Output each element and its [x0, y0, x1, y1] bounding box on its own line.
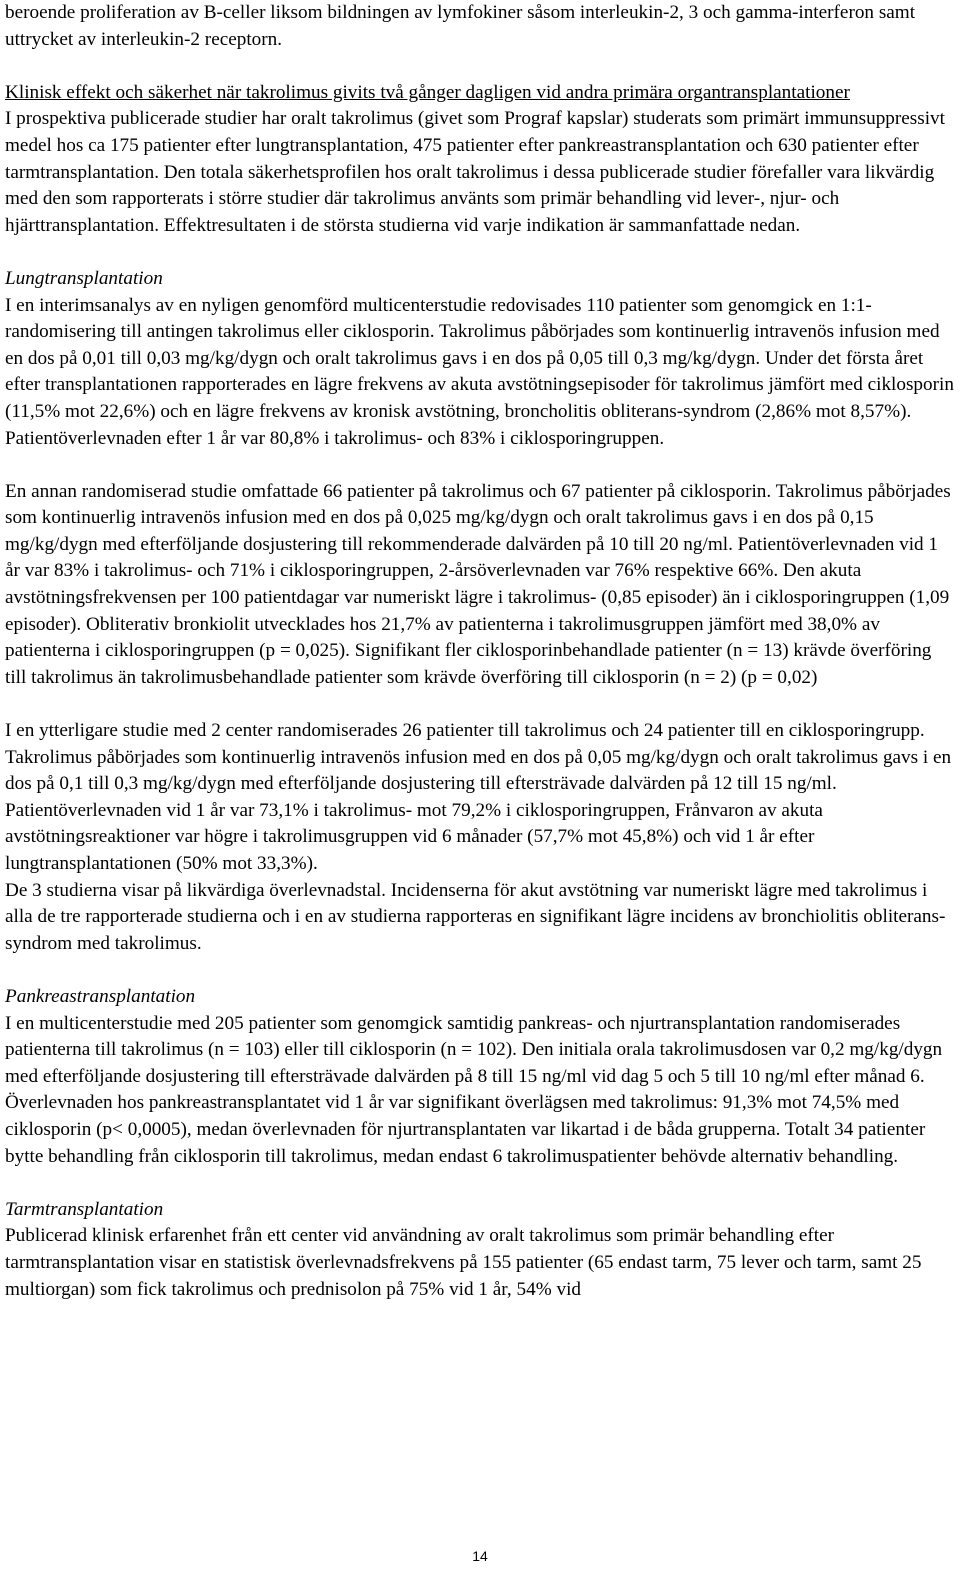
- intestine-section-title: Tarmtransplantation: [5, 1198, 164, 1220]
- lung-paragraph-3: I en ytterligare studie med 2 center randomiserades 26 patienter till takrolimus och 24 patienter till en ciklosporingrupp. Takrolimus påbörjades som kontinuerlig intravenös infusion med en dos på 0,05 mg/kg/dygn och oralt takrolimus gavs i en dos på 0,1 till 0,3 mg/kg/dygn med efterföljande dosjustering till eftersträvade dalvärden på 12 till 15 ng/ml. Patientöverlevnaden vid 1 år var 73,1% i takrolimus- mot 79,2% i ciklosporingruppen, Frånvaron av akuta avstötningsreaktioner var högre i takrolimusgruppen vid 6 månader (57,7% mot 45,8%) och vid 1 år efter lungtransplantationen (50% mot 33,3%).: [5, 720, 952, 874]
- lung-paragraph-1: I en interimsanalys av en nyligen genomförd multicenterstudie redovisades 110 patienter som genomgick en 1:1-randomisering till antingen takrolimus eller ciklosporin. Takrolimus påbörjades som kontinuerlig intravenös infusion med en dos på 0,01 till 0,03 mg/kg/dygn och oralt takrolimus gavs i en dos på 0,05 till 0,3 mg/kg/dygn. Under det första året efter transplantationen rapporterades en lägre frekvens av akuta avstötningsepisoder för takrolimus jämfört med ciklosporin (11,5% mot 22,6%) och en lägre frekvens av kronisk avstötning, broncholitis obliterans-syndrom (2,86% mot 8,57%). Patientöverlevnaden efter 1 år var 80,8% i takrolimus- och 83% i ciklosporingruppen.: [5, 294, 954, 449]
- lung-section-title: Lungtransplantation: [5, 267, 163, 289]
- clinical-heading: Klinisk effekt och säkerhet när takrolimus givits två gånger dagligen vid andra primära organtransplantationer: [5, 81, 850, 103]
- pancreas-section-title: Pankreastransplantation: [5, 985, 196, 1007]
- lung-paragraph-4: De 3 studierna visar på likvärdiga överlevnadstal. Incidenserna för akut avstötning var numeriskt lägre med takrolimus i alla de tre rapporterade studierna och i en av studierna rapporteras en signifikant lägre incidens av bronchiolitis obliterans-syndrom med takrolimus.: [5, 879, 946, 954]
- clinical-text: I prospektiva publicerade studier har oralt takrolimus (givet som Prograf kapslar) studerats som primärt immunsuppressivt medel hos ca 175 patienter efter lungtransplantation, 475 patienter efter pankreastransplantation och 630 patienter efter tarmtransplantation. Den totala säkerhetsprofilen hos oralt takrolimus i dessa publicerade studier förefaller vara likvärdig med den som rapporterats i större studier där takrolimus använts som primär behandling vid lever-, njur- och hjärttransplantation. Effektresultaten i de största studierna vid varje indikation är sammanfattade nedan.: [5, 108, 945, 236]
- document-page: [5, 0, 955, 1303]
- lung-paragraph-2: En annan randomiserad studie omfattade 66 patienter på takrolimus och 67 patienter på ciklosporin. Takrolimus påbörjades som kontinuerlig intravenös infusion med en dos på 0,025 mg/kg/dygn och oralt takrolimus gavs i en dos på 0,15 mg/kg/dygn med efterföljande dosjustering till rekommenderade dalvärden på 10 till 20 ng/ml. Patientöverlevnaden vid 1 år var 83% i takrolimus- och 71% i ciklosporingruppen, 2-årsöverlevnaden var 76% respektive 66%. Den akuta avstötningsfrekvensen per 100 patientdagar var numeriskt lägre i takrolimus- (0,85 episoder) än i ciklosporingruppen (1,09 episoder). Obliterativ bronkiolit utvecklades hos 21,7% av patienterna i takrolimusgruppen jämfört med 38,0% av patienterna i ciklosporingruppen (p = 0,025). Signifikant fler ciklosporinbehandlade patienter (n = 13) krävde överföring till takrolimus än takrolimusbehandlade patienter som krävde överföring till ciklosporin (n = 2) (p = 0,02): [5, 480, 951, 688]
- page-number: 14: [472, 1548, 488, 1564]
- intro-continuation: beroende proliferation av B-celler liksom bildningen av lymfokiner såsom interleukin-2, 3 och gamma-interferon samt uttrycket av interleukin-2 receptorn.: [5, 2, 916, 50]
- pancreas-paragraph-1: I en multicenterstudie med 205 patienter som genomgick samtidig pankreas- och njurtransplantation randomiserades patienterna till takrolimus (n = 103) eller till ciklosporin (n = 102). Den initiala orala takrolimusdosen var 0,2 mg/kg/dygn med efterföljande dosjustering till eftersträvade dalvärden på 8 till 15 ng/ml vid dag 5 och 5 till 10 ng/ml efter månad 6. Överlevnaden hos pankreastransplantatet vid 1 år var signifikant överlägsen med takrolimus: 91,3% mot 74,5% med ciklosporin (p< 0,0005), medan överlevnaden för njurtransplantaten var likartad i de båda grupperna. Totalt 34 patienter bytte behandling från ciklosporin till takrolimus, medan endast 6 takrolimuspatienter behövde alternativ behandling.: [5, 1012, 943, 1167]
- intestine-paragraph-1: Publicerad klinisk erfarenhet från ett center vid användning av oralt takrolimus som primär behandling efter tarmtransplantation visar en statistisk överlevnadsfrekvens på 155 patienter (65 endast tarm, 75 lever och tarm, samt 25 multiorgan) som fick takrolimus och prednisolon på 75% vid 1 år, 54% vid: [5, 1225, 922, 1300]
